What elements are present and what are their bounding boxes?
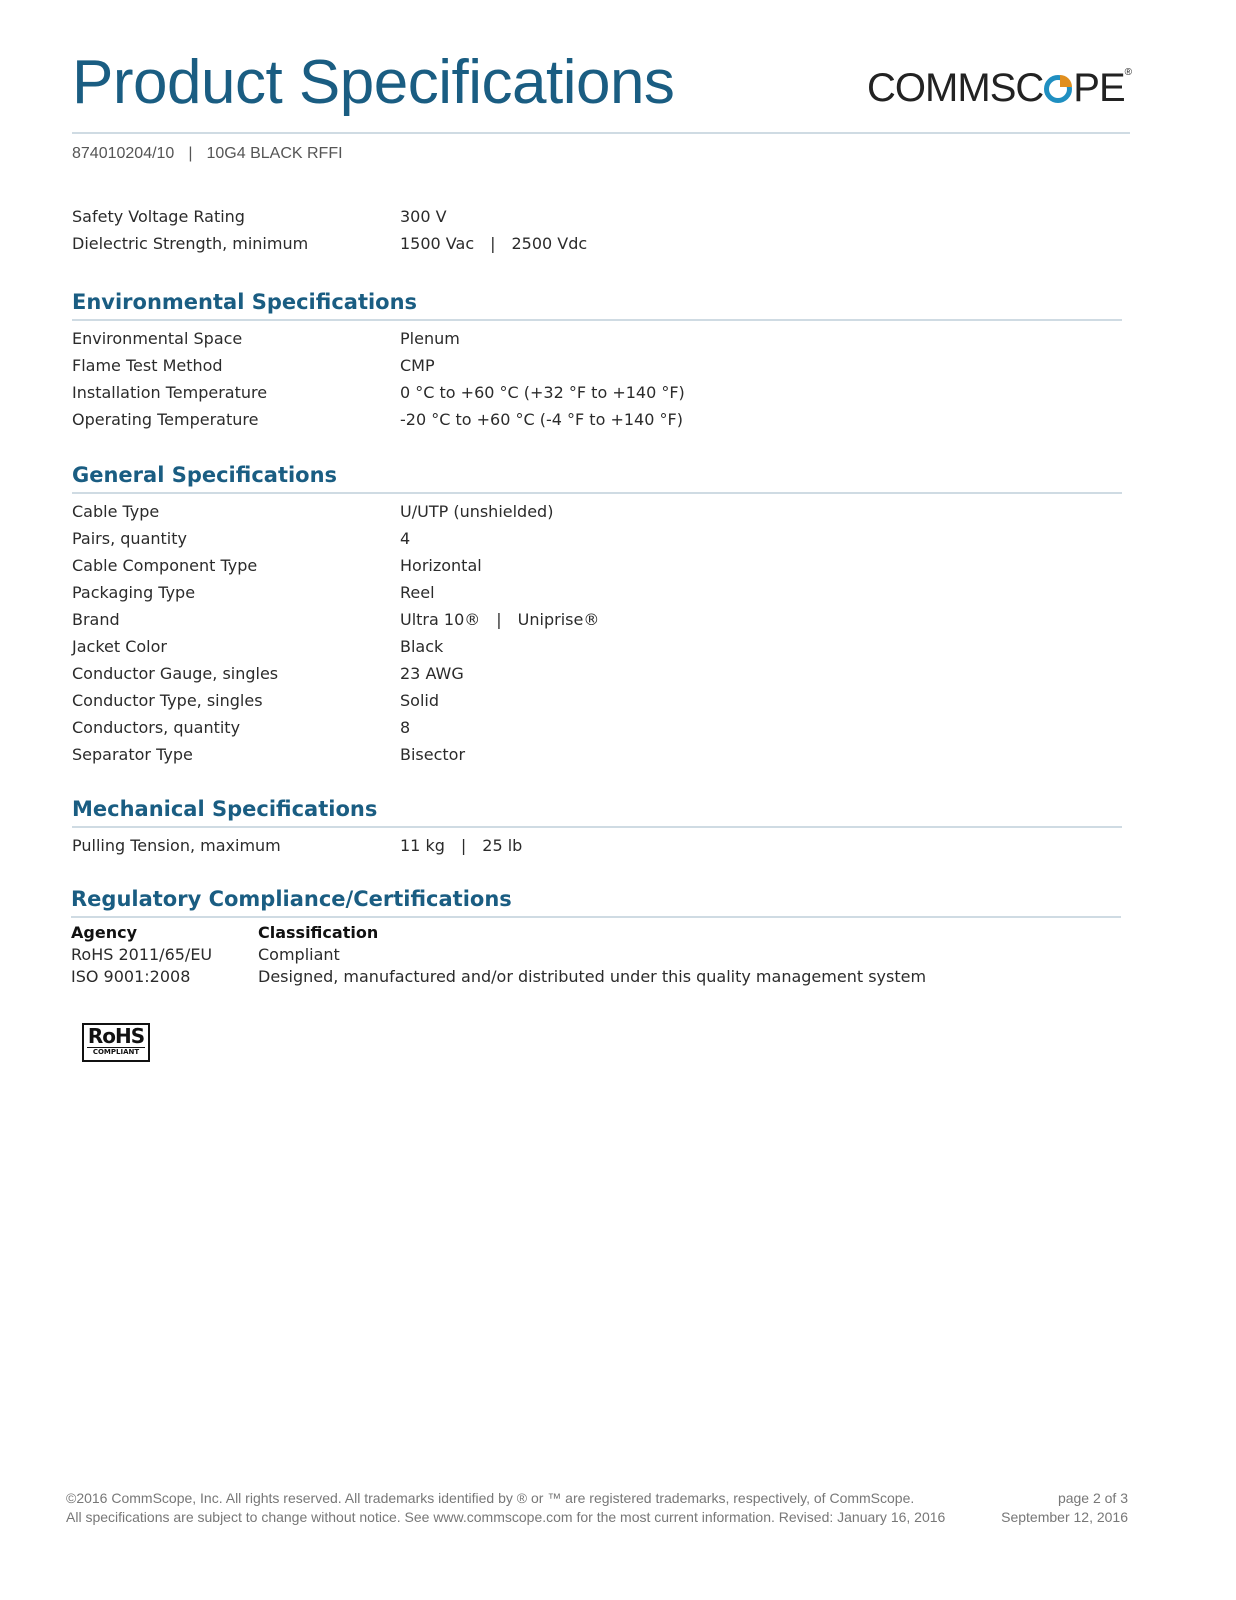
spec-row [72,203,1122,230]
spec-row [72,714,1122,741]
section-divider [72,319,1122,321]
spec-label: Jacket Color [72,637,167,656]
spec-value: 4 [400,529,411,548]
spec-value: 23 AWG [400,664,464,683]
spec-label: Packaging Type [72,583,196,602]
section-heading: General Specifications [72,463,338,487]
section-divider [71,916,1121,918]
spec-value: 0 °C to +60 °C (+32 °F to +140 °F) [400,383,685,402]
logo-text-start: COMMSC [867,66,1044,110]
footer-copyright: ©2016 CommScope, Inc. All rights reserved. All trademarks identified by ® or ™ are registered trademarks, respectively, of CommScope. [66,1490,915,1506]
logo-registered-mark: ® [1124,67,1132,78]
section-heading: Mechanical Specifications [72,797,378,821]
spec-label: Dielectric Strength, minimum [72,234,309,253]
spec-value: 8 [400,718,411,737]
page-title: Product Specifications [72,48,675,117]
product-id-separator: | [188,145,193,162]
page-number: page 2 of 3 [1057,1490,1128,1506]
spec-label: Safety Voltage Rating [72,207,245,226]
table-row [71,966,1121,988]
header-divider [72,132,1130,134]
spec-label: Pairs, quantity [72,529,187,548]
spec-value: CMP [400,356,435,375]
spec-row [72,687,1122,714]
general-specifications [72,462,1122,768]
spec-label: Cable Component Type [72,556,258,575]
logo-ring-icon [1044,75,1072,103]
footer-legal [66,1489,946,1527]
brand-value: Uniprise® [517,610,600,629]
spec-label: Brand [72,610,120,629]
footer-page-info [1001,1489,1128,1527]
regulatory-certifications [71,886,1121,988]
column-header-agency: Agency [71,923,137,942]
print-date: September 12, 2016 [1001,1509,1128,1525]
spec-row [72,660,1122,687]
spec-value: Black [400,637,444,656]
value-separator: | [496,610,502,629]
value-separator: | [460,836,467,855]
product-name: 10G4 BLACK RFFI [206,145,343,162]
spec-label: Pulling Tension, maximum [72,836,281,855]
spec-row [72,552,1122,579]
spec-value: Reel [400,583,435,602]
spec-value: U/UTP (unshielded) [400,502,554,521]
brand-value: Ultra 10® [400,610,481,629]
spec-value: -20 °C to +60 °C (-4 °F to +140 °F) [400,410,683,429]
spec-label: Conductors, quantity [72,718,241,737]
spec-label: Operating Temperature [72,410,259,429]
section-divider [72,826,1122,828]
product-identifier [72,145,343,163]
spec-row [72,633,1122,660]
spec-value-metric: 11 kg [400,836,445,855]
spec-value-alt: 2500 Vdc [511,234,588,253]
section-heading: Environmental Specifications [72,290,418,314]
spec-label: Installation Temperature [72,383,268,402]
electrical-specifications [72,203,1122,257]
section-heading: Regulatory Compliance/Certifications [71,887,512,911]
spec-value-alt: 25 lb [482,836,523,855]
spec-value: Bisector [400,745,466,764]
rohs-compliant-icon [82,1023,150,1062]
product-number: 874010204/10 [72,145,175,162]
spec-value [400,230,587,257]
regulatory-table [71,922,1121,988]
value-separator: | [490,234,496,253]
spec-value: Horizontal [400,556,482,575]
spec-row [72,325,1122,352]
spec-value: Plenum [400,329,460,348]
spec-label: Conductor Type, singles [72,691,263,710]
agency-cell: RoHS 2011/65/EU [71,945,213,964]
spec-row [72,230,1122,257]
spec-row [72,406,1122,433]
agency-cell: ISO 9001:2008 [71,967,191,986]
table-row [71,944,1121,966]
commscope-logo [867,68,1132,108]
spec-row [72,832,1122,859]
spec-label: Separator Type [72,745,193,764]
spec-label: Conductor Gauge, singles [72,664,279,683]
logo-text-end: PE [1073,66,1125,110]
column-header-classification: Classification [258,923,379,942]
section-divider [72,492,1122,494]
spec-row [72,352,1122,379]
environmental-specifications [72,289,1122,433]
spec-value: 300 V [400,207,447,226]
spec-row [72,498,1122,525]
spec-value [400,832,522,859]
regulatory-table-header [71,922,1121,944]
spec-value: Solid [400,691,439,710]
spec-value [400,606,599,633]
classification-cell: Designed, manufactured and/or distributed under this quality management system [258,967,927,986]
spec-label: Flame Test Method [72,356,223,375]
rohs-badge-subtitle: COMPLIANT [87,1047,145,1057]
spec-value-metric: 1500 Vac [400,234,475,253]
spec-row [72,741,1122,768]
spec-row [72,379,1122,406]
spec-label: Environmental Space [72,329,243,348]
spec-label: Cable Type [72,502,160,521]
mechanical-specifications [72,796,1122,859]
rohs-badge-title: RoHS [87,1024,145,1048]
footer-disclaimer: All specifications are subject to change without notice. See www.commscope.com for the most current information. Revised: January 16, 2016 [66,1509,946,1525]
classification-cell: Compliant [258,945,340,964]
spec-row [72,606,1122,633]
spec-row [72,525,1122,552]
spec-row [72,579,1122,606]
